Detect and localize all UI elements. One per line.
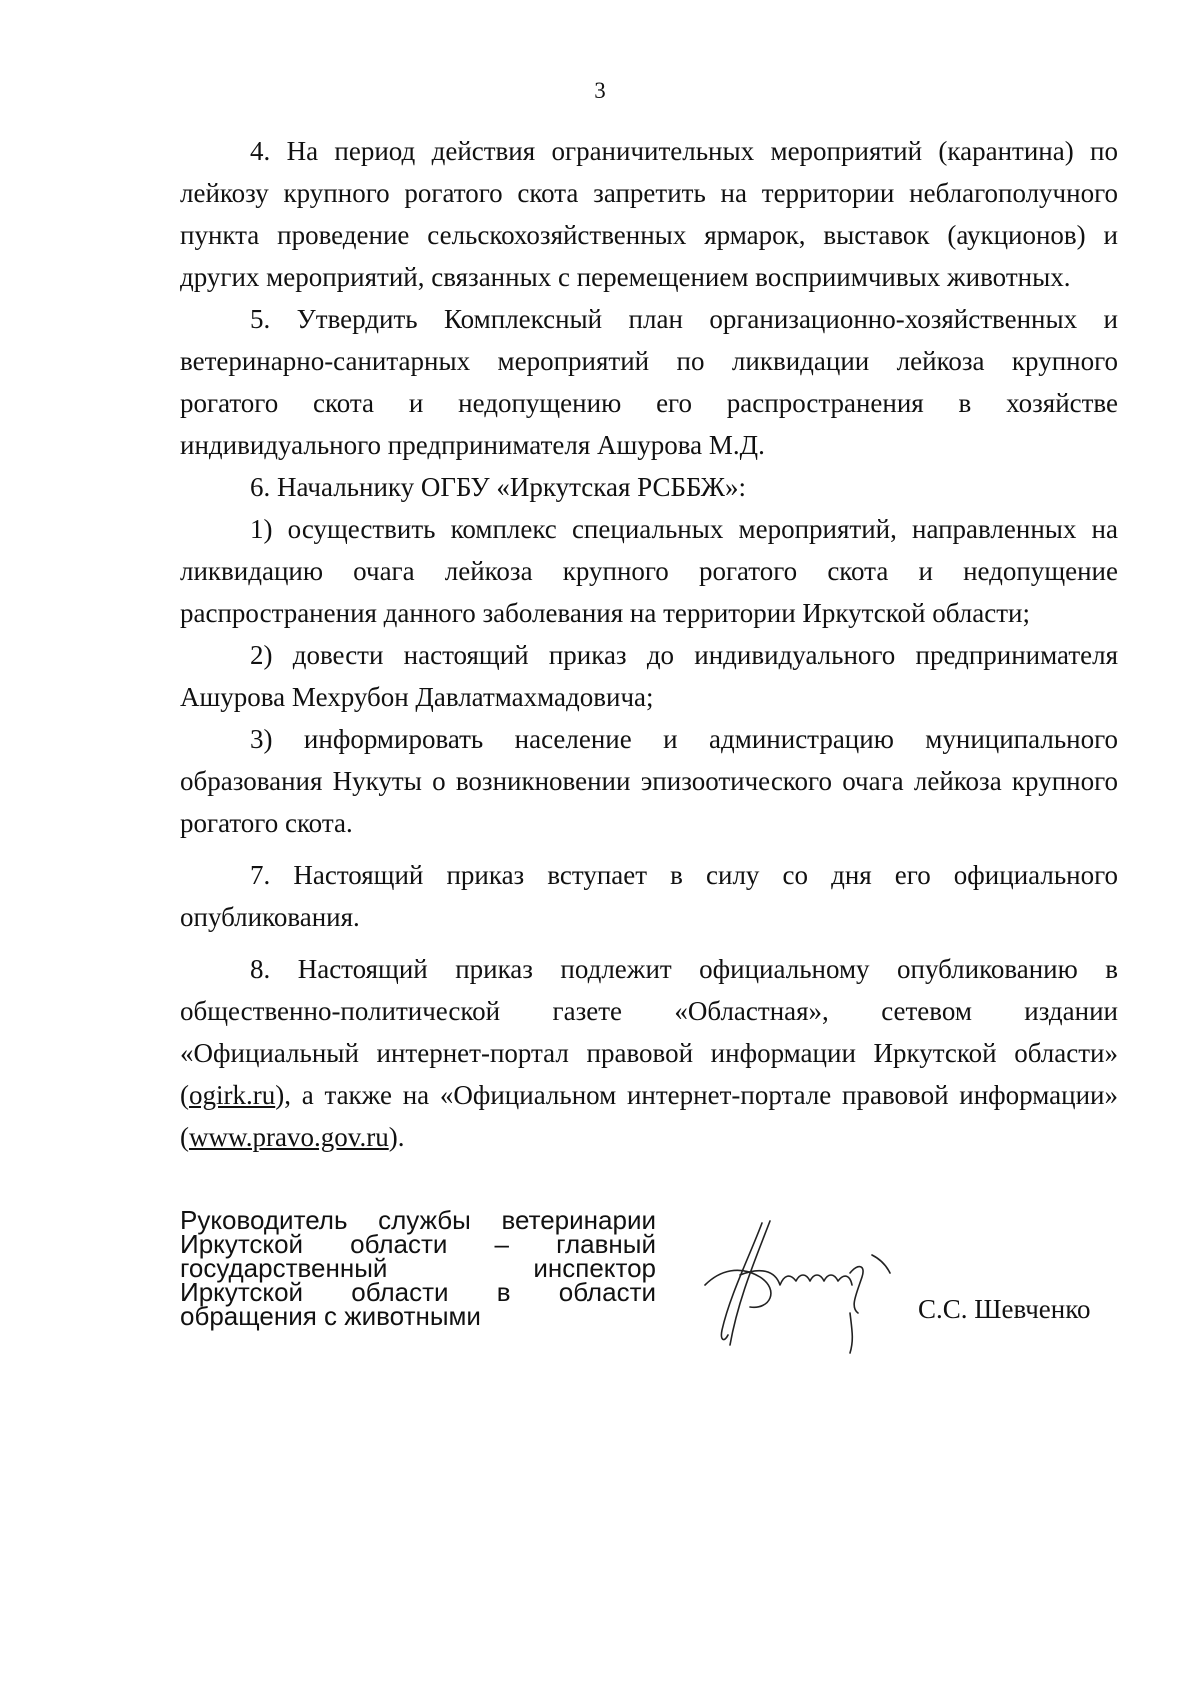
paragraph-6-item-2: 2) довести настоящий приказ до индивидуального предпринимателя Ашурова Мехрубон Давлатмахмадовича;	[180, 640, 1118, 712]
signatory-title-line: Иркутской области – главный	[180, 1229, 656, 1259]
paragraph-6-item-3: 3) информировать население и администрацию муниципального образования Нукуты о возникновении эпизоотического очага лейкоза крупного рогатого скота.	[180, 724, 1118, 838]
paragraph-6-item-1: 1) осуществить комплекс специальных мероприятий, направленных на ликвидацию очага лейкоза крупного рогатого скота и недопущение распространения данного заболевания на территории Иркутской области;	[180, 514, 1118, 628]
signatory-title	[180, 1205, 656, 1331]
handwritten-signature	[700, 1215, 920, 1355]
ogirk-link[interactable]: ogirk.ru	[189, 1080, 276, 1110]
paragraph-6: 6. Начальнику ОГБУ «Иркутская РСББЖ»:	[250, 472, 746, 502]
signatory-title-line: Иркутской области в области	[180, 1277, 656, 1307]
paragraph-8-text-1: 8. Настоящий приказ подлежит официальному опубликованию в общественно-политической газете «Областная», сетевом издании «Официальный интернет-портал правовой информации Иркутской области» (	[180, 954, 1118, 1110]
page-number: 3	[594, 78, 606, 103]
signer-name: С.С. Шевченко	[918, 1294, 1091, 1324]
document-body	[180, 130, 1118, 1158]
signatory-title-line: государственный инспектор	[180, 1253, 656, 1283]
signatory-title-line: обращения с животными	[180, 1301, 481, 1331]
paragraph-5: 5. Утвердить Комплексный план организационно-хозяйственных и ветеринарно-санитарных мероприятий по ликвидации лейкоза крупного рогатого скота и недопущению его распространения в хозяйстве индивидуального предпринимателя Ашурова М.Д.	[180, 304, 1118, 460]
paragraph-4: 4. На период действия ограничительных мероприятий (карантина) по лейкозу крупного рогатого скота запретить на территории неблагополучного пункта проведение сельскохозяйственных ярмарок, выставок (аукционов) и других мероприятий, связанных с перемещением восприимчивых животных.	[180, 136, 1118, 292]
signatory-title-line: Руководитель службы ветеринарии	[180, 1205, 656, 1235]
pravo-link[interactable]: www.pravo.gov.ru	[189, 1122, 389, 1152]
paragraph-8	[180, 948, 1118, 1158]
paragraph-8-text-3: ).	[388, 1122, 405, 1152]
paragraph-7: 7. Настоящий приказ вступает в силу со дня его официального опубликования.	[180, 860, 1118, 932]
paragraph-8-text-2: ), а также на «Официальном интернет-портале правовой информации» (	[180, 1080, 1118, 1152]
